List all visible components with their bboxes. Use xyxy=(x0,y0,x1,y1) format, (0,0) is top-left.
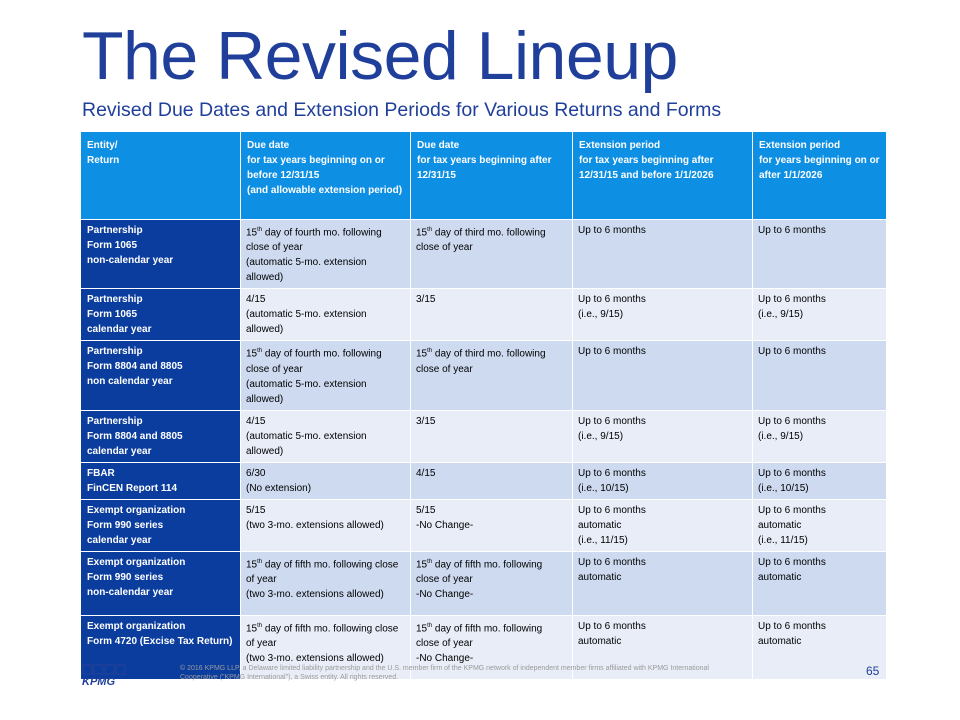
table-cell: Up to 6 months xyxy=(753,220,887,289)
table-header-row xyxy=(81,132,887,220)
table-cell: 4/15 xyxy=(411,462,573,499)
table-cell: Up to 6 months automatic xyxy=(573,551,753,615)
table-row xyxy=(81,499,887,551)
table-cell: 15th day of third mo. following close of year xyxy=(411,220,573,289)
header-due-date-after: Due date for tax years beginning after 12/31/15 xyxy=(411,132,573,220)
table-cell: 15th day of fifth mo. following close of year (two 3-mo. extensions allowed) xyxy=(241,615,411,679)
table-cell: Up to 6 months (i.e., 9/15) xyxy=(753,289,887,341)
table-row xyxy=(81,289,887,341)
table-cell: 6/30 (No extension) xyxy=(241,462,411,499)
table-row xyxy=(81,220,887,289)
entity-cell: Partnership Form 8804 and 8805 calendar year xyxy=(81,410,241,462)
header-entity-return: Entity/ Return xyxy=(81,132,241,220)
table-cell: Up to 6 months automatic xyxy=(753,615,887,679)
entity-cell: Exempt organization Form 990 series non-calendar year xyxy=(81,551,241,615)
table-cell: Up to 6 months (i.e., 10/15) xyxy=(753,462,887,499)
table-cell: Up to 6 months xyxy=(753,341,887,410)
table-cell: Up to 6 months automatic xyxy=(753,551,887,615)
kpmg-logo xyxy=(82,664,126,686)
entity-cell: Exempt organization Form 4720 (Excise Tax Return) xyxy=(81,615,241,679)
copyright-notice: © 2016 KPMG LLP, a Delaware limited liability partnership and the U.S. member firm of the KPMG network of independent member firms affiliated with KPMG International Cooperative ("KPMG International"), a Swiss entity. All rights reserved. xyxy=(180,665,709,681)
table-row xyxy=(81,462,887,499)
table-cell: Up to 6 months xyxy=(573,220,753,289)
due-dates-table xyxy=(80,131,887,680)
table-cell: Up to 6 months xyxy=(573,341,753,410)
page-title: The Revised Lineup xyxy=(82,18,678,94)
header-extension-after-2026: Extension period for years beginning on or after 1/1/2026 xyxy=(753,132,887,220)
entity-cell: Exempt organization Form 990 series calendar year xyxy=(81,499,241,551)
table-cell: Up to 6 months automatic xyxy=(573,615,753,679)
table-cell: Up to 6 months (i.e., 9/15) xyxy=(573,289,753,341)
entity-cell: Partnership Form 1065 calendar year xyxy=(81,289,241,341)
table-cell: Up to 6 months (i.e., 9/15) xyxy=(753,410,887,462)
table-cell: 5/15 -No Change- xyxy=(411,499,573,551)
table-cell: Up to 6 months automatic (i.e., 11/15) xyxy=(573,499,753,551)
table-cell: 3/15 xyxy=(411,410,573,462)
header-extension-before-2026: Extension period for tax years beginning after 12/31/15 and before 1/1/2026 xyxy=(573,132,753,220)
table-cell: 15th day of fifth mo. following close of year (two 3-mo. extensions allowed) xyxy=(241,551,411,615)
table-cell: 15th day of fourth mo. following close of year (automatic 5-mo. extension allowed) xyxy=(241,220,411,289)
table-cell: 3/15 xyxy=(411,289,573,341)
table-row xyxy=(81,551,887,615)
table-cell: 15th day of fifth mo. following close of year -No Change- xyxy=(411,551,573,615)
entity-cell: Partnership Form 8804 and 8805 non calendar year xyxy=(81,341,241,410)
table-cell: Up to 6 months automatic (i.e., 11/15) xyxy=(753,499,887,551)
header-due-date-before: Due date for tax years beginning on or before 12/31/15 (and allowable extension period) xyxy=(241,132,411,220)
table-row xyxy=(81,341,887,410)
page-subtitle: Revised Due Dates and Extension Periods for Various Returns and Forms xyxy=(82,99,722,121)
entity-cell: Partnership Form 1065 non-calendar year xyxy=(81,220,241,289)
table-row xyxy=(81,410,887,462)
table-cell: 15th day of fifth mo. following close of year -No Change- xyxy=(411,615,573,679)
table-cell: Up to 6 months (i.e., 10/15) xyxy=(573,462,753,499)
table-cell: 5/15 (two 3-mo. extensions allowed) xyxy=(241,499,411,551)
table-cell: 4/15 (automatic 5-mo. extension allowed) xyxy=(241,410,411,462)
table-cell: 15th day of fourth mo. following close of year (automatic 5-mo. extension allowed) xyxy=(241,341,411,410)
table-cell: 15th day of third mo. following close of year xyxy=(411,341,573,410)
table-cell: 4/15 (automatic 5-mo. extension allowed) xyxy=(241,289,411,341)
entity-cell: FBAR FinCEN Report 114 xyxy=(81,462,241,499)
page-number: 65 xyxy=(866,664,880,678)
table-cell: Up to 6 months (i.e., 9/15) xyxy=(573,410,753,462)
svg-text:KPMG: KPMG xyxy=(82,676,115,686)
